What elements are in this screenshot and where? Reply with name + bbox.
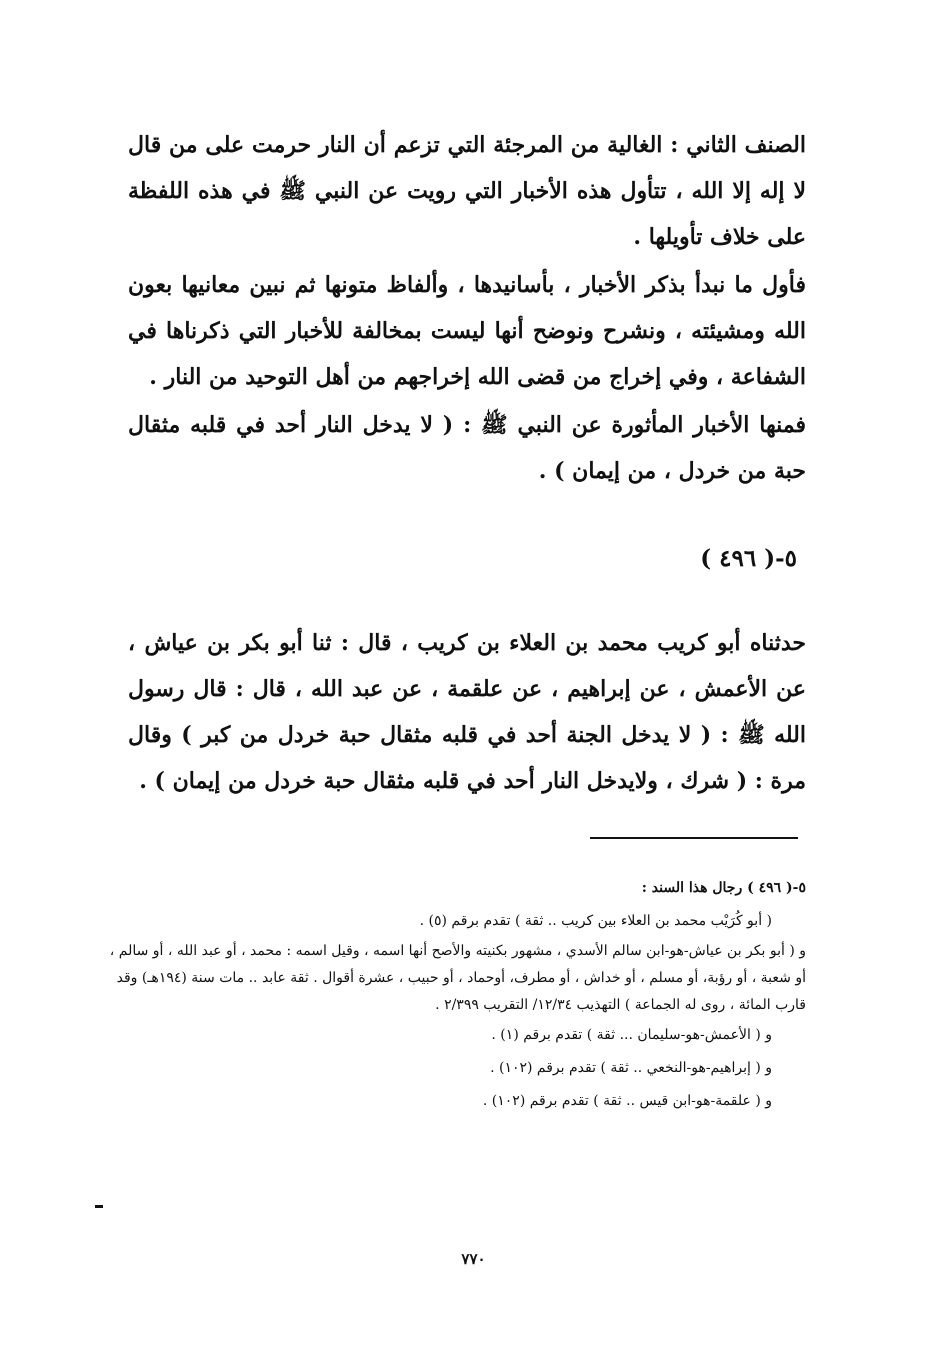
footnote-line: و ( أبو بكر بن عياش-هو-ابن سالم الأسدي ، مشهور بكنيته والأصح أنها اسمه ، وقيل اسمه : محمد ، أو عبد الله ، أو سالم ، أو شعبة ، أو رؤبة، أو مسلم ، أو خداش ، أو مطرف، أوحماد ، أو حبيب ، عشرة أقوال . ثقة عابد .. مات سنة (١٩٤هـ) وقد قارب المائة ، روى له الجماعة ) التهذيب ١٢/٣٤/ التقريب ٢/٣٩٩ . bbox=[109, 943, 806, 1013]
footnote-line: و ( علقمة-هو-ابن قيس .. ثقة ) تقدم برقم (١٠٢) . bbox=[482, 1093, 772, 1109]
paragraph-first-hadith: فمنها الأخبار المأثورة عن النبي ﷺ : ( لا يدخل النار أحد في قلبه مثقال حبة من خردل ، من إيمان ) . bbox=[128, 412, 806, 484]
footnote-line: و ( الأعمش-هو-سليمان ... ثقة ) تقدم برقم (١) . bbox=[491, 1027, 772, 1043]
paragraph-ghaliya: الصنف الثاني : الغالية من المرجئة التي تزعم أن النار حرمت على من قال لا إله إلا الله ، تتأول هذه الأخبار التي رويت عن النبي ﷺ في هذه اللفظة على خلاف تأويلها . bbox=[128, 132, 806, 250]
paragraph-explanation: فأول ما نبدأ بذكر الأخبار ، بأسانيدها ، وألفاظ متونها ثم نبين معانيها بعون الله ومشيئته ، ونشرح ونوضح أنها ليست بمخالفة للأخبار التي ذكرناها في الشفاعة ، وفي إخراج من قضى الله إخراجهم من أهل التوحيد من النار . bbox=[128, 272, 806, 390]
footnote-line: ( أبو كُرَيْب محمد بن العلاء بين كريب .. ثقة ) تقدم برقم (٥) . bbox=[419, 913, 772, 929]
footnote-divider bbox=[590, 837, 798, 839]
margin-mark bbox=[95, 1205, 103, 1208]
page-number: ٧٧٠ bbox=[461, 1250, 486, 1268]
hadith-text bbox=[128, 620, 806, 804]
footnote-line: و ( إبراهيم-هو-النخعي .. ثقة ) تقدم برقم (١٠٢) . bbox=[490, 1060, 772, 1076]
main-text bbox=[128, 122, 806, 494]
footnotes bbox=[108, 872, 806, 1118]
hadith-paragraph: حدثناه أبو كريب محمد بن العلاء بن كريب ، قال : ثنا أبو بكر بن عياش ، عن الأعمش ، عن إبراهيم ، عن علقمة ، عن عبد الله ، قال : قال رسول الله ﷺ : ( لا يدخل الجنة أحد في قلبه مثقال حبة خردل من كبر ) وقال مرة : ( شرك ، ولايدخل النار أحد في قلبه مثقال حبة خردل من إيمان ) . bbox=[128, 630, 806, 794]
hadith-number-heading: ٥-( ٤٩٦ ) bbox=[700, 545, 797, 572]
footnote-heading: ٥-( ٤٩٦ ) رجال هذا السند : bbox=[641, 880, 806, 896]
